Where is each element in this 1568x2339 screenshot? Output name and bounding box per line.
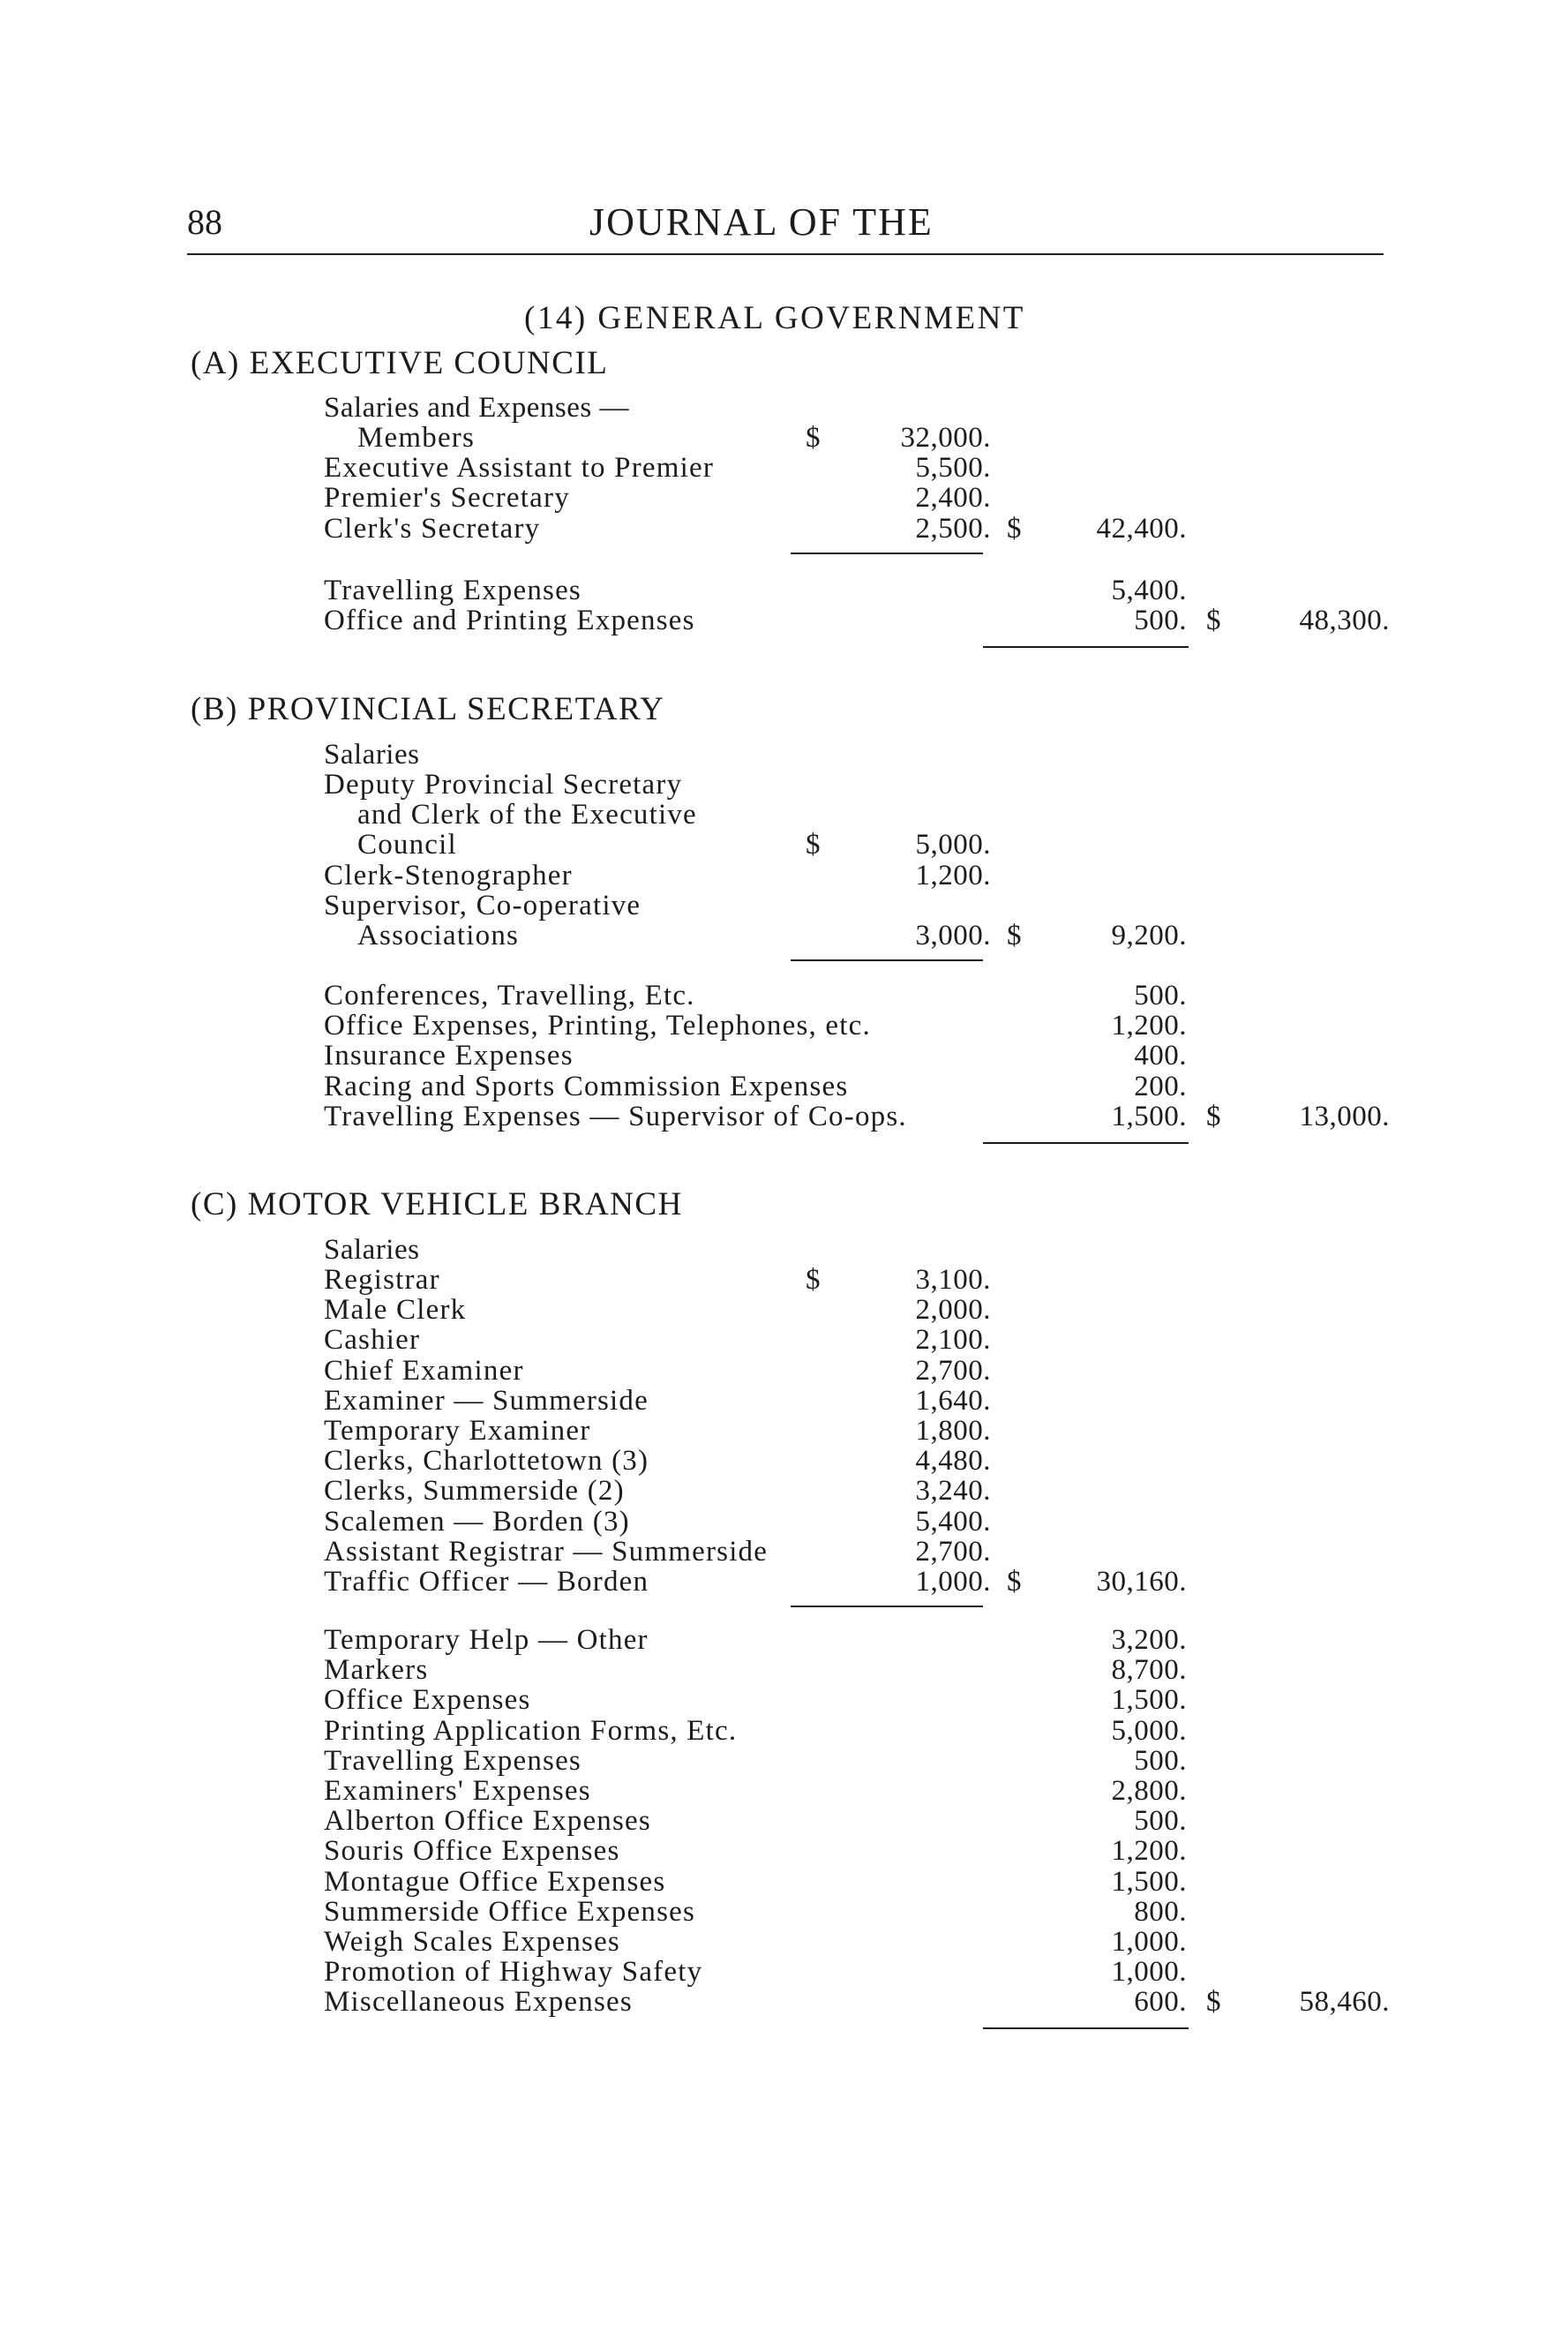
- heading-c: (C) MOTOR VEHICLE BRANCH: [191, 1186, 683, 1222]
- a-sub: Salaries and Expenses —: [324, 392, 629, 424]
- b-other-label: Racing and Sports Commission Expenses: [324, 1070, 849, 1102]
- b-total-rule: [983, 1142, 1189, 1144]
- b-total-dollar: $: [1206, 1100, 1221, 1132]
- b-item-label: Council: [357, 829, 457, 861]
- b-item-label: Deputy Provincial Secretary: [324, 769, 683, 801]
- a-item-label: Members: [357, 422, 476, 454]
- c-other-amount: 800.: [1134, 1895, 1187, 1928]
- section-title: (14) GENERAL GOVERNMENT: [524, 300, 1025, 336]
- a-other-amount: 500.: [1134, 605, 1187, 637]
- a-total-dollar: $: [1206, 605, 1221, 637]
- header-rule: [187, 253, 1384, 255]
- b-item-amount: 5,000.: [915, 829, 991, 861]
- a-item-label: Clerk's Secretary: [324, 512, 541, 545]
- c-item-amount: 1,000.: [915, 1566, 991, 1598]
- c-total-dollar: $: [1206, 1986, 1221, 2019]
- c-item-amount: 5,400.: [915, 1505, 991, 1538]
- c-other-label: Promotion of Highway Safety: [324, 1956, 703, 1989]
- c-other-amount: 1,000.: [1111, 1956, 1187, 1989]
- heading-b: (B) PROVINCIAL SECRETARY: [191, 691, 665, 727]
- a-item-amount: 32,000.: [900, 422, 991, 454]
- c-item-label: Clerks, Charlottetown (3): [324, 1445, 649, 1478]
- a-other-amount: 5,400.: [1111, 575, 1187, 606]
- a-item-amount: 2,500.: [915, 512, 991, 545]
- c-item-amount: 2,100.: [915, 1324, 991, 1357]
- c-item-label: Traffic Officer — Borden: [324, 1566, 649, 1598]
- b-other-label: Travelling Expenses — Supervisor of Co-ops.: [324, 1100, 907, 1132]
- c-other-amount: 600.: [1134, 1986, 1187, 2019]
- c-other-label: Alberton Office Expenses: [324, 1805, 651, 1838]
- c-other-amount: 8,700.: [1111, 1654, 1187, 1687]
- c-other-amount: 500.: [1134, 1744, 1187, 1777]
- c-other-label: Office Expenses: [324, 1684, 531, 1717]
- b-other-label: Conferences, Travelling, Etc.: [324, 980, 695, 1012]
- c-item-label: Male Clerk: [324, 1294, 467, 1327]
- c-other-amount: 2,800.: [1111, 1775, 1187, 1807]
- c-other-label: Temporary Help — Other: [324, 1624, 649, 1656]
- c-other-label: Travelling Expenses: [324, 1744, 581, 1777]
- b-other-label: Office Expenses, Printing, Telephones, etc.: [324, 1010, 871, 1042]
- c-item-label: Temporary Examiner: [324, 1415, 591, 1447]
- c-item-label: Chief Examiner: [324, 1354, 524, 1387]
- b-other-label: Insurance Expenses: [324, 1040, 574, 1072]
- b-subtotal: 9,200.: [1111, 920, 1187, 951]
- c-item-amount: 3,240.: [915, 1475, 991, 1508]
- c-item-amount: 3,100.: [915, 1264, 991, 1296]
- heading-a: (A) EXECUTIVE COUNCIL: [191, 345, 609, 381]
- c-other-amount: 1,500.: [1111, 1684, 1187, 1717]
- c-item-label: Clerks, Summerside (2): [324, 1475, 625, 1508]
- b-other-amount: 500.: [1134, 980, 1187, 1012]
- a-item-amount: 5,500.: [915, 452, 991, 485]
- c-subtotal-rule: [791, 1606, 983, 1607]
- c-other-label: Montague Office Expenses: [324, 1865, 666, 1898]
- c-item-amount: 2,000.: [915, 1294, 991, 1327]
- c-other-label: Printing Application Forms, Etc.: [324, 1714, 738, 1747]
- c-other-amount: 3,200.: [1111, 1624, 1187, 1656]
- a-total: 48,300.: [1299, 605, 1390, 637]
- b-item-label: and Clerk of the Executive: [357, 799, 697, 831]
- a-total-rule: [983, 646, 1189, 648]
- a-dollar-sign: $: [806, 422, 821, 454]
- running-header: JOURNAL OF THE: [589, 200, 934, 244]
- b-dollar-sign: $: [806, 829, 821, 861]
- b-item-label: Associations: [357, 920, 520, 951]
- c-other-label: Souris Office Expenses: [324, 1835, 620, 1868]
- a-item-label: Premier's Secretary: [324, 482, 570, 515]
- c-other-label: Summerside Office Expenses: [324, 1895, 695, 1928]
- c-other-amount: 1,200.: [1111, 1835, 1187, 1868]
- b-sub: Salaries: [324, 739, 420, 771]
- a-item-label: Executive Assistant to Premier: [324, 452, 715, 485]
- c-item-amount: 1,800.: [915, 1415, 991, 1447]
- a-subtotal-rule: [791, 553, 983, 554]
- c-item-label: Registrar: [324, 1264, 440, 1296]
- b-subtotal-rule: [791, 959, 983, 961]
- c-item-amount: 2,700.: [915, 1535, 991, 1568]
- c-item-amount: 4,480.: [915, 1445, 991, 1478]
- b-item-amount: 3,000.: [915, 920, 991, 951]
- c-item-amount: 1,640.: [915, 1384, 991, 1417]
- b-item-label: Clerk-Stenographer: [324, 859, 573, 891]
- a-subtotal-dollar: $: [1007, 512, 1022, 545]
- c-item-label: Assistant Registrar — Summerside: [324, 1535, 769, 1568]
- c-other-label: Examiners' Expenses: [324, 1775, 591, 1807]
- a-subtotal: 42,400.: [1096, 512, 1187, 545]
- c-other-amount: 5,000.: [1111, 1714, 1187, 1747]
- b-other-amount: 1,500.: [1111, 1100, 1187, 1132]
- b-subtotal-dollar: $: [1007, 920, 1022, 951]
- c-item-label: Examiner — Summerside: [324, 1384, 649, 1417]
- c-dollar-sign: $: [806, 1264, 821, 1296]
- c-other-amount: 500.: [1134, 1805, 1187, 1838]
- c-subtotal-dollar: $: [1007, 1566, 1022, 1598]
- c-total-rule: [983, 2027, 1189, 2029]
- c-item-amount: 2,700.: [915, 1354, 991, 1387]
- c-total: 58,460.: [1299, 1986, 1390, 2019]
- b-total: 13,000.: [1299, 1100, 1390, 1132]
- c-other-amount: 1,000.: [1111, 1926, 1187, 1958]
- b-other-amount: 1,200.: [1111, 1010, 1187, 1042]
- c-other-label: Markers: [324, 1654, 429, 1687]
- c-other-label: Weigh Scales Expenses: [324, 1926, 620, 1958]
- c-other-label: Miscellaneous Expenses: [324, 1986, 633, 2019]
- c-sub: Salaries: [324, 1234, 420, 1266]
- c-item-label: Scalemen — Borden (3): [324, 1505, 630, 1538]
- page-number: 88: [187, 202, 222, 242]
- a-item-amount: 2,400.: [915, 482, 991, 515]
- c-item-label: Cashier: [324, 1324, 421, 1357]
- c-other-amount: 1,500.: [1111, 1865, 1187, 1898]
- c-subtotal: 30,160.: [1096, 1566, 1187, 1598]
- b-other-amount: 400.: [1134, 1040, 1187, 1072]
- b-other-amount: 200.: [1134, 1070, 1187, 1102]
- b-item-amount: 1,200.: [915, 859, 991, 891]
- b-item-label: Supervisor, Co-operative: [324, 889, 641, 921]
- a-other-label: Travelling Expenses: [324, 575, 581, 606]
- a-other-label: Office and Printing Expenses: [324, 605, 695, 637]
